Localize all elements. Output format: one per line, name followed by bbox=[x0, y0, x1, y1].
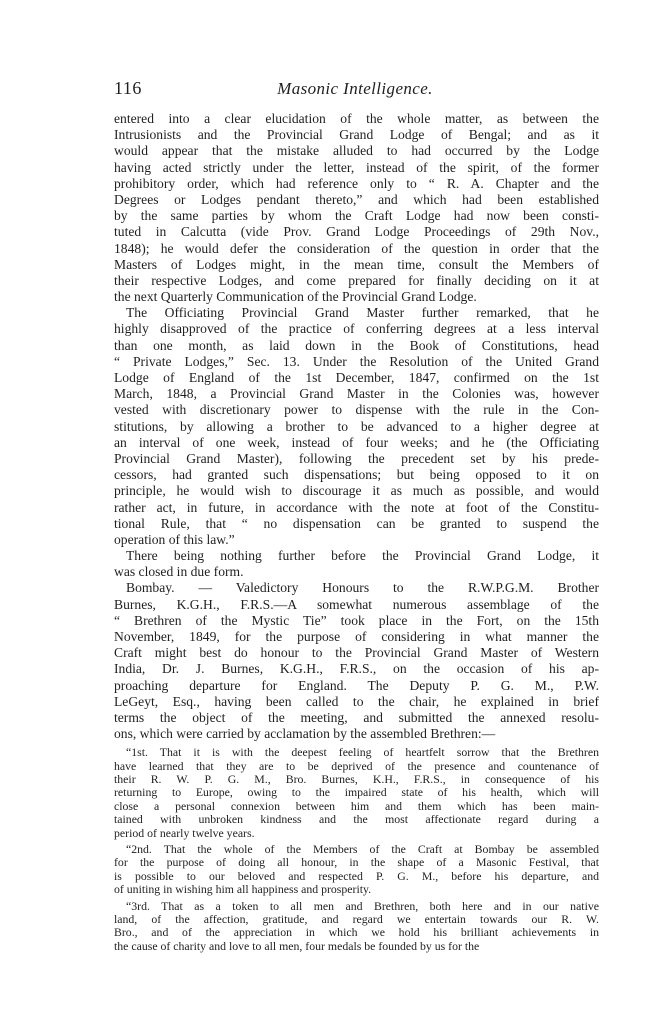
text-line: have learned that they are to be deprived of the presence and countenance of bbox=[114, 758, 599, 773]
paragraph bbox=[114, 580, 599, 742]
text-line: “1st. That it is with the deepest feeling of heartfelt sorrow that the Brethren bbox=[126, 745, 599, 760]
text-line: terms the object of the meeting, and submitted the annexed resolu- bbox=[114, 709, 599, 725]
page-header bbox=[114, 78, 596, 102]
text-line: There being nothing further before the Provincial Grand Lodge, it bbox=[126, 548, 599, 564]
page-number: 116 bbox=[114, 78, 142, 98]
text-line: an interval of one week, instead of four weeks; and he (the Officiating bbox=[114, 434, 599, 450]
text-line: cessors, had granted such dispensations; but being opposed to it on bbox=[114, 467, 599, 483]
text-line: “2nd. That the whole of the Members of the Craft at Bombay be assembled bbox=[126, 842, 599, 857]
text-line: land, of the affection, gratitude, and regard we entertain towards our R. W. bbox=[114, 912, 599, 926]
text-line: 1848); he would defer the consideration of the question in order that the bbox=[114, 240, 599, 256]
text-line: Burnes, K.G.H., F.R.S.—A somewhat numerous assemblage of the bbox=[114, 596, 599, 612]
text-line: prohibitory order, which had reference only to “ R. A. Chapter and the bbox=[114, 175, 599, 191]
text-line: proaching departure for England. The Deputy P. G. M., P.W. bbox=[114, 677, 599, 693]
text-line: close a personal connexion between him and them which has been main- bbox=[114, 798, 599, 813]
text-line: Lodge of England of the 1st December, 1847, confirmed on the 1st bbox=[114, 370, 599, 385]
body-text bbox=[114, 111, 599, 953]
text-line: their R. W. P. G. M., Bro. Burnes, K.H., F.R.S., in consequence of his bbox=[114, 772, 599, 787]
text-line: ons, which were carried by acclamation by the assembled Brethren:— bbox=[114, 726, 496, 742]
paragraph bbox=[114, 548, 599, 580]
text-line: India, Dr. J. Burnes, K.G.H., F.R.S., on the occasion of his ap- bbox=[114, 661, 599, 677]
paragraph bbox=[114, 111, 599, 305]
resolution-paragraph bbox=[114, 746, 599, 840]
text-line: Bro., and of the appreciation in which we hold his brilliant achievements in bbox=[114, 925, 599, 940]
text-line: principle, he would wish to discourage it as much as possible, and would bbox=[114, 483, 599, 499]
text-line: vested with discretionary power to dispense with the rule in the Con- bbox=[114, 402, 599, 418]
text-line: by the same parties by whom the Craft Lodge had now been consti- bbox=[114, 208, 599, 224]
text-line: having acted strictly under the letter, instead of the spirit, of the former bbox=[114, 159, 599, 175]
running-title: Masonic Intelligence. bbox=[277, 79, 433, 98]
text-line: Provincial Grand Master), following the precedent set by his prede- bbox=[114, 450, 599, 466]
text-line: for the purpose of doing all honour, in the shape of a Masonic Festival, that bbox=[114, 855, 599, 870]
text-line: tained with unbroken kindness and the most affectionate regard during a bbox=[114, 812, 599, 827]
text-line: “ Private Lodges,” Sec. 13. Under the Resolution of the United Grand bbox=[114, 353, 599, 369]
text-line: operation of this law.” bbox=[114, 531, 235, 547]
text-line: returning to Europe, owing to the impaired state of his health, which will bbox=[114, 785, 599, 800]
text-line: of uniting in wishing him all happiness and prosperity. bbox=[114, 882, 372, 897]
text-line: Degrees or Lodges pendant thereto,” and which had been established bbox=[114, 191, 599, 207]
text-line: Bombay. — Valedictory Honours to the R.W.P.G.M. Brother bbox=[126, 580, 599, 596]
paragraph bbox=[114, 305, 599, 548]
text-line: Craft might best do honour to the Provincial Grand Master of Western bbox=[114, 645, 599, 661]
text-line: tuted in Calcutta (vide Prov. Grand Lodge Proceedings of 29th Nov., bbox=[114, 224, 599, 240]
text-line: November, 1849, for the purpose of considering in what manner the bbox=[114, 629, 599, 644]
text-line: highly disapproved of the practice of conferring degrees at a less interval bbox=[114, 321, 599, 337]
text-line: was closed in due form. bbox=[114, 564, 244, 580]
text-line: “3rd. That as a token to all men and Brethren, both here and in our native bbox=[126, 898, 599, 913]
text-line: Intrusionists and the Provincial Grand Lodge of Bengal; and as it bbox=[114, 127, 599, 143]
text-line: entered into a clear elucidation of the whole matter, as between the bbox=[114, 111, 599, 126]
text-line: March, 1848, a Provincial Grand Master in the Colonies was, however bbox=[114, 386, 599, 402]
text-line: “ Brethren of the Mystic Tie” took place in the Fort, on the 15th bbox=[114, 612, 599, 628]
text-line: stitutions, by allowing a brother to be advanced to a higher degree at bbox=[114, 418, 599, 434]
text-line: rather act, in future, in accordance with the note at foot of the Constitu- bbox=[114, 499, 599, 515]
resolution-paragraph bbox=[114, 843, 599, 897]
resolution-paragraph bbox=[114, 900, 599, 954]
text-line: the cause of charity and love to all men, four medals be founded by us for the bbox=[114, 938, 480, 953]
text-line: their respective Lodges, and come prepared for finally deciding on it at bbox=[114, 272, 599, 288]
text-line: LeGeyt, Esq., having been called to the chair, he explained in brief bbox=[114, 693, 599, 709]
text-line: is possible to our beloved and respected P. G. M., before his departure, and bbox=[114, 868, 599, 883]
text-line: tional Rule, that “ no dispensation can be granted to suspend the bbox=[114, 515, 599, 531]
text-line: than one month, as laid down in the Book of Constitutions, head bbox=[114, 337, 599, 353]
text-line: the next Quarterly Communication of the Provincial Grand Lodge. bbox=[114, 289, 477, 305]
text-line: would appear that the mistake alluded to had occurred by the Lodge bbox=[114, 143, 599, 159]
text-line: The Officiating Provincial Grand Master further remarked, that he bbox=[126, 305, 599, 321]
text-line: Masters of Lodges might, in the mean time, consult the Members of bbox=[114, 256, 599, 272]
text-line: period of nearly twelve years. bbox=[114, 825, 255, 840]
